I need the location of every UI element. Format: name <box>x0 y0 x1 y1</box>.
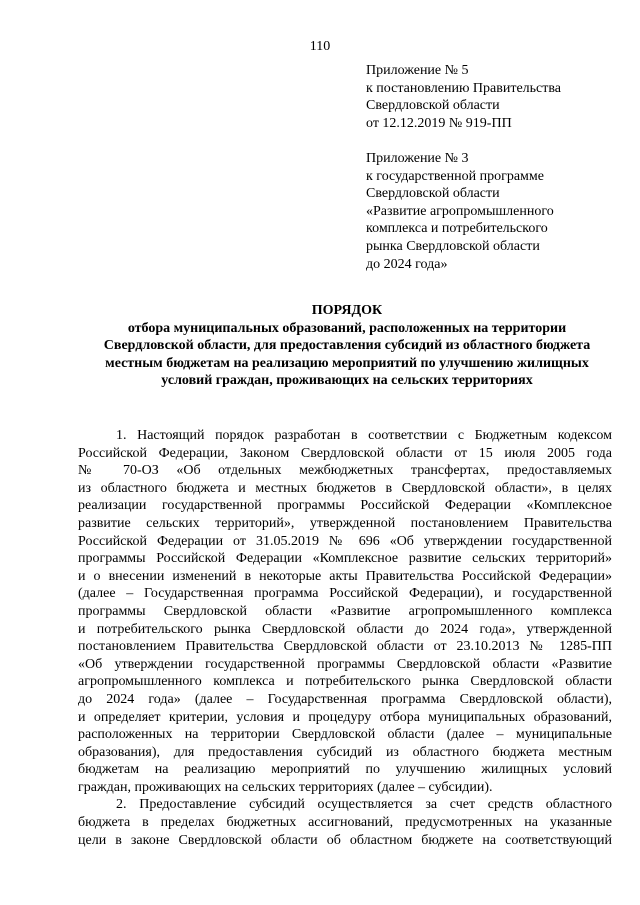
paragraph-line: и определяет критерии, условия и процедуру отбора муниципальных образований, <box>78 709 612 725</box>
paragraph-2 <box>78 796 612 849</box>
paragraph-line: цели в законе Свердловской области об областном бюджете на соответствующий <box>78 832 612 848</box>
title-line: условий граждан, проживающих на сельских территориях <box>161 373 533 389</box>
title-heading: ПОРЯДОК <box>311 303 383 318</box>
appendix-3-block <box>366 150 616 273</box>
paragraph-line: граждан, проживающих на сельских территориях (далее – субсидии). <box>78 779 493 795</box>
appendix-3-line: «Развитие агропромышленного <box>366 203 554 219</box>
paragraph-line: образования), для предоставления субсидий из областного бюджета местным <box>78 744 612 760</box>
paragraph-line: постановлением Правительства Свердловской области от 23.10.2013 № 1285-ПП <box>78 639 612 655</box>
appendix-3-line: комплекса и потребительского <box>366 221 548 237</box>
appendix-5-line: Свердловской области <box>366 98 500 114</box>
paragraph-line: Российской Федерации от 31.05.2019 № 696 «Об утверждении государственной <box>78 533 612 549</box>
paragraph-line: № 70-ОЗ «Об отдельных межбюджетных трансфертах, предоставляемых <box>78 463 612 479</box>
title-line: Свердловской области, для предоставления субсидий из областного бюджета <box>103 338 591 354</box>
title-line: местным бюджетам на реализацию мероприятий по улучшению жилищных <box>105 355 589 371</box>
appendix-5-line: от 12.12.2019 № 919-ПП <box>366 115 512 131</box>
paragraph-line: расположенных на территории Свердловской области (далее – муниципальные <box>78 727 612 743</box>
appendix-5-block <box>366 62 616 132</box>
paragraph-line: программы Свердловской области «Развитие агропромышленного комплекса <box>78 603 612 619</box>
paragraph-line: до 2024 года» (далее – Государственная программа Свердловской области), <box>78 691 612 707</box>
appendix-5-line: к постановлению Правительства <box>366 80 562 96</box>
paragraph-line: «Об утверждении государственной программы Свердловской области «Развитие <box>78 656 612 672</box>
paragraph-line: (далее – Государственная программа Российской Федерации), и государственной <box>78 586 612 602</box>
document-title <box>80 302 614 390</box>
title-line: отбора муниципальных образований, расположенных на территории <box>127 320 567 336</box>
appendix-5-line: Приложение № 5 <box>366 63 469 78</box>
paragraph-line: агропромышленного комплекса и потребительского рынка Свердловской области <box>78 674 612 690</box>
document-body <box>78 427 612 849</box>
appendix-3-line: до 2024 года» <box>366 256 448 272</box>
paragraph-line: программы Российской Федерации «Комплексное развитие сельских территорий» <box>78 551 612 567</box>
paragraph-1 <box>78 427 612 796</box>
paragraph-line: бюджета в пределах бюджетных ассигнований, предусмотренных на указанные <box>78 815 612 831</box>
appendix-3-line: Свердловской области <box>366 186 500 202</box>
paragraph-line: Российской Федерации, Законом Свердловской области от 15 июля 2005 года <box>78 445 612 461</box>
appendix-3-line: Приложение № 3 <box>366 151 469 166</box>
paragraph-line: бюджетам на реализацию мероприятий по улучшению жилищных условий <box>78 762 612 778</box>
paragraph-line: реализации государственной программы Российской Федерации «Комплексное <box>78 498 612 514</box>
appendix-3-line: к государственной программе <box>366 168 544 184</box>
paragraph-line: и о внесении изменений в некоторые акты Правительства Российской Федерации» <box>78 568 612 584</box>
paragraph-line: из областного бюджета и местных бюджетов в Свердловской области», в целях <box>78 480 612 496</box>
paragraph-line: и потребительского рынка Свердловской области до 2024 года», утвержденной <box>78 621 612 637</box>
page-number: 110 <box>309 39 331 54</box>
paragraph-line: 2. Предоставление субсидий осуществляется за счет средств областного <box>116 797 612 813</box>
paragraph-line: 1. Настоящий порядок разработан в соответствии с Бюджетным кодексом <box>116 428 612 443</box>
appendix-3-line: рынка Свердловской области <box>366 238 540 254</box>
paragraph-line: развитие сельских территорий», утвержденной постановлением Правительства <box>78 515 612 531</box>
